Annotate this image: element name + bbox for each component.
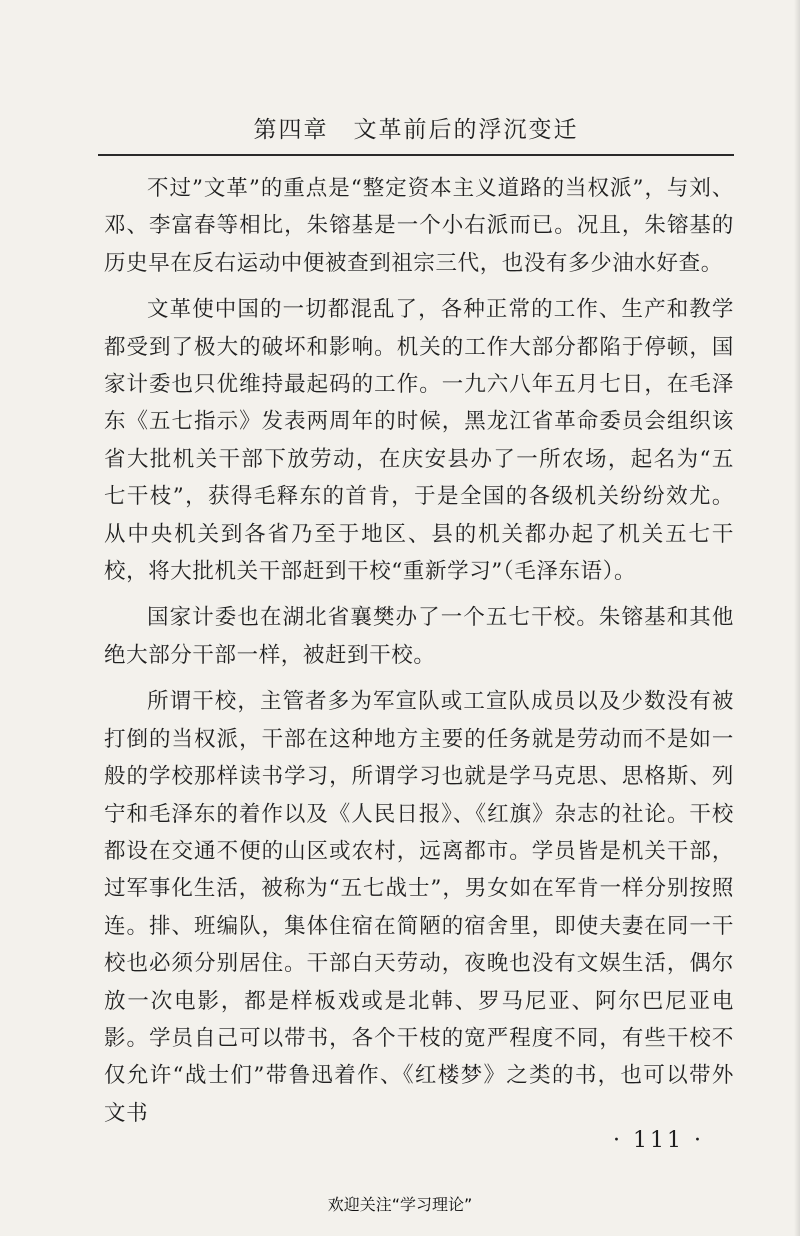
paragraph-3: 国家计委也在湖北省襄樊办了一个五七干校。朱镕基和其他绝大部分干部一样，被赶到干校。 bbox=[104, 605, 734, 668]
footer-watermark-text: 欢迎关注“学习理论” bbox=[327, 1195, 473, 1214]
paragraph-4: 所谓干校，主管者多为军宣队或工宣队成员以及少数没有被打倒的当权派，干部在这种地方主要的任务就是劳动而不是如一般的学校那样读书学习，所谓学习也就是学马克思、思格斯、列宁和毛泽东的着作以及《人民日报》、《红旗》杂志的社论。干校都设在交通不便的山区或农村，远离都市。学员皆是机关干部，过军事化生活，被称为“五七战士”，男女如在军肯一样分别按照连。排、班编队，集体住宿在简陋的宿舍里，即使夫妻在同一干校也必须分别居住。干部白天劳动，夜晚也没有文娱生活，偶尔放一次电影，都是样板戏或是北韩、罗马尼亚、阿尔巴尼亚电影。学员自己可以带书，各个干枝的宽严程度不同，有些干校不仅允许“战士们”带鲁迅着作、《红楼梦》之类的书，也可以带外文书 bbox=[104, 689, 734, 1126]
running-header bbox=[98, 112, 734, 156]
header-rule bbox=[98, 154, 734, 156]
page-number: · 111 · bbox=[613, 1128, 704, 1153]
scan-shadow-edge bbox=[794, 0, 800, 1236]
paragraph-1: 不过”文革”的重点是“整定资本主义道路的当权派”，与刘、邓、李富春等相比，朱镕基是一个小右派而已。况且，朱镕基的历史早在反右运动中便被查到祖宗三代，也没有多少油水好查。 bbox=[104, 176, 734, 276]
body-text bbox=[104, 170, 734, 1132]
chapter-title: 第四章 文革前后的浮沉变迁 bbox=[253, 117, 579, 143]
paragraph-2: 文革使中国的一切都混乱了，各种正常的工作、生产和教学都受到了极大的破坏和影响。机关的工作大部分都陷于停顿，国家计委也只优维持最起码的工作。一九六八年五月七日，在毛泽东《五七指示》发表两周年的时候，黑龙江省革命委员会组织该省大批机关干部下放劳动，在庆安县办了一所农场，起名为“五七干枝”，获得毛释东的首肯，于是全国的各级机关纷纷效尤。从中央机关到各省乃至于地区、县的机关都办起了机关五七干校，将大批机关干部赶到干校“重新学习”（毛泽东语）。 bbox=[104, 297, 734, 585]
